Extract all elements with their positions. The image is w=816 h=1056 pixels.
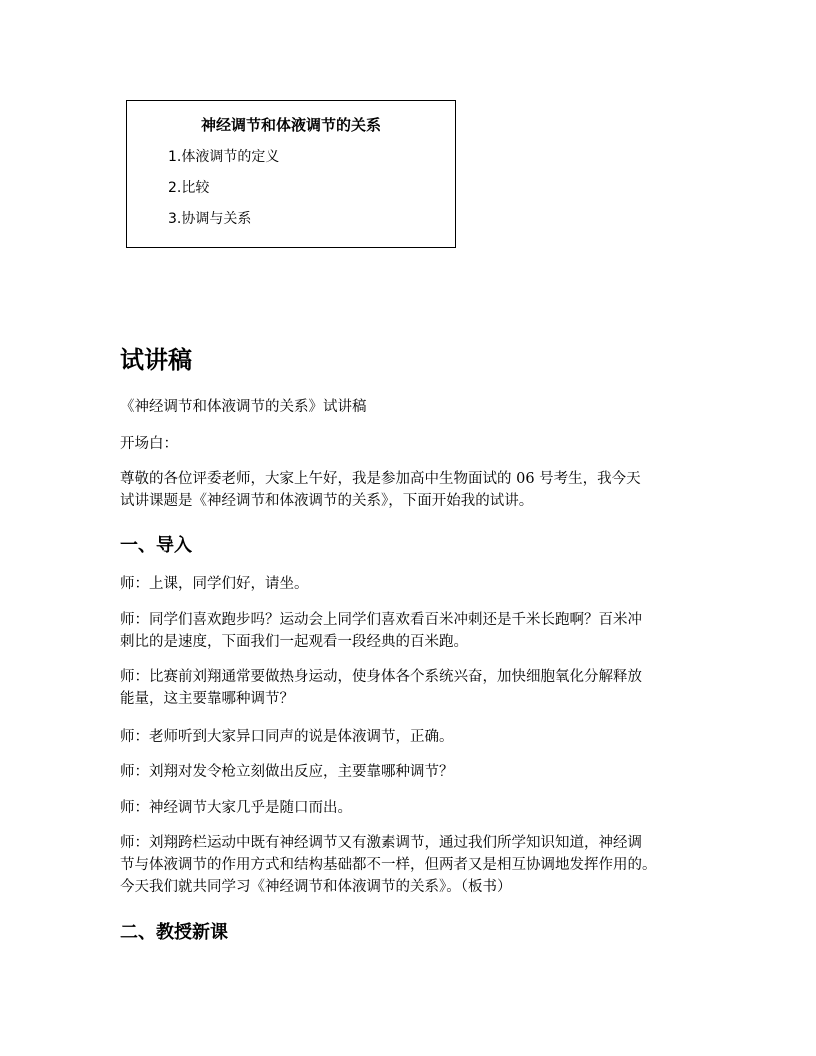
- dialogue-line: 能量，这主要靠哪种调节？: [120, 691, 294, 707]
- dialogue-line: 今天我们就共同学习《神经调节和体液调节的关系》。（板书）: [120, 879, 512, 895]
- dialogue-line: 师：神经调节大家几乎是随口而出。: [120, 800, 352, 816]
- blackboard-outline-box: [126, 100, 456, 248]
- dialogue-paragraph: [120, 666, 710, 710]
- dialogue-line: 师：刘翔跨栏运动中既有神经调节又有激素调节，通过我们所学知识知道，神经调: [120, 835, 642, 851]
- opening-line: 尊敬的各位评委老师，大家上午好，我是参加高中生物面试的 06 号考生，我今天: [120, 471, 641, 487]
- opening-label: 开场白：: [120, 436, 178, 452]
- dialogue-line: 师：刘翔对发令枪立刻做出反应，主要靠哪种调节？: [120, 764, 454, 780]
- document-title: 试讲稿: [120, 346, 192, 374]
- board-title: 神经调节和体液调节的关系: [200, 116, 381, 134]
- dialogue-line: 师：上课，同学们好，请坐。: [120, 576, 309, 592]
- dialogue-line: 刺比的是速度，下面我们一起观看一段经典的百米跑。: [120, 634, 468, 650]
- board-item-definition: 1.体液调节的定义: [168, 149, 280, 165]
- dialogue-paragraph: [120, 726, 710, 748]
- dialogue-line: 节与体液调节的作用方式和结构基础都不一样，但两者又是相互协调地发挥作用的。: [120, 857, 657, 873]
- dialogue-paragraph: [120, 609, 710, 653]
- dialogue-line: 师：老师听到大家异口同声的说是体液调节，正确。: [120, 729, 454, 745]
- board-item-comparison: 2.比较: [168, 180, 210, 196]
- section-heading-new-lesson: 二、教授新课: [120, 922, 228, 943]
- document-subtitle: 《神经调节和体液调节的关系》试讲稿: [120, 399, 367, 415]
- dialogue-paragraph: [120, 797, 710, 819]
- board-item-relationship: 3.协调与关系: [168, 211, 252, 227]
- dialogue-paragraph: [120, 761, 710, 783]
- dialogue-line: 师：比赛前刘翔通常要做热身运动，使身体各个系统兴奋，加快细胞氧化分解释放: [120, 669, 642, 685]
- dialogue-line: 师：同学们喜欢跑步吗？运动会上同学们喜欢看百米冲刺还是千米长跑啊？百米冲: [120, 612, 642, 628]
- opening-paragraph: [120, 468, 710, 512]
- dialogue-paragraph: [120, 573, 710, 595]
- dialogue-paragraph: [120, 832, 710, 898]
- opening-line: 试讲课题是《神经调节和体液调节的关系》，下面开始我的试讲。: [120, 493, 534, 509]
- section-heading-intro: 一、导入: [120, 535, 192, 556]
